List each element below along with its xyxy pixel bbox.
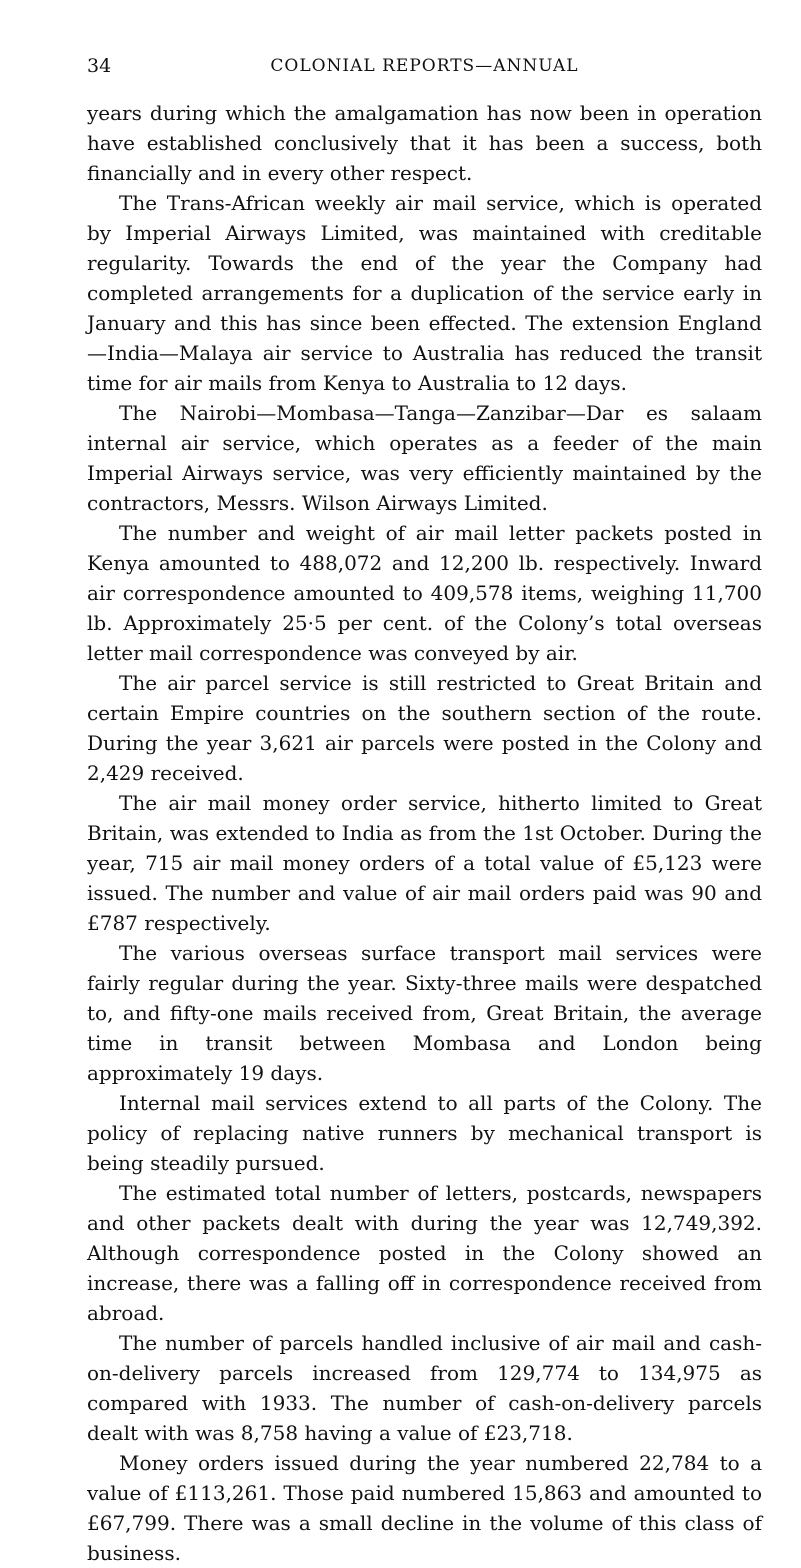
paragraph-air-parcel-service: The air parcel service is still restricted to Great Britain and certain Empire countries on the southern section of the route. During the year 3,621 air parcels were posted in the Colony and 2,429 received.	[87, 671, 762, 785]
page-number: 34	[87, 55, 112, 77]
paragraph-parcels: The number of parcels handled inclusive of air mail and cash-on-delivery parcels increased from 129,774 to 134,975 as compared with 1933. The number of cash-on-delivery parcels dealt with was 8,758 having a value of £23,718.	[87, 1331, 762, 1445]
page-header	[87, 55, 762, 85]
body-text	[87, 98, 762, 1568]
paragraph-air-money-orders: The air mail money order service, hitherto limited to Great Britain, was extended to India as from the 1st October. During the year, 715 air mail money orders of a total value of £5,123 were issued. The number and value of air mail orders paid was 90 and £787 respectively.	[87, 791, 762, 935]
paragraph-surface-mail: The various overseas surface transport mail services were fairly regular during the year. Sixty-three mails were despatched to, and fifty-one mails received from, Great Britain, the average time in transit between Mombasa and London being approximately 19 days.	[87, 941, 762, 1085]
paragraph-internal-air-service: The Nairobi—Mombasa—Tanga—Zanzibar—Dar es salaam internal air service, which operates as a feeder of the main Imperial Airways service, was very efficiently maintained by the contractors, Messrs. Wilson Airways Limited.	[87, 401, 762, 515]
running-head: COLONIAL REPORTS—ANNUAL	[270, 56, 579, 76]
paragraph-money-orders: Money orders issued during the year numbered 22,784 to a value of £113,261. Those paid numbered 15,863 and amounted to £67,799. There was a small decline in the volume of this class of business.	[87, 1451, 762, 1565]
paragraph-air-mail-statistics: The number and weight of air mail letter packets posted in Kenya amounted to 488,072 and 12,200 lb. respectively. Inward air correspondence amounted to 409,578 items, weighing 11,700 lb. Approximately 25·5 per cent. of the Colony’s total overseas letter mail correspondence was conveyed by air.	[87, 521, 762, 665]
paragraph-total-mail-volume: The estimated total number of letters, postcards, newspapers and other packets dealt with during the year was 12,749,392. Although correspondence posted in the Colony showed an increase, there was a falling off in correspondence received from abroad.	[87, 1181, 762, 1325]
paragraph-amalgamation: years during which the amalgamation has now been in operation have established conclusively that it has been a success, both financially and in every other respect.	[87, 101, 762, 185]
paragraph-trans-african-air-mail: The Trans-African weekly air mail service, which is operated by Imperial Airways Limited, was maintained with creditable regularity. Towards the end of the year the Company had completed arrangements for a duplication of the service early in January and this has since been effected. The extension England—India—Malaya air service to Australia has reduced the transit time for air mails from Kenya to Australia to 12 days.	[87, 191, 762, 395]
paragraph-internal-mail: Internal mail services extend to all parts of the Colony. The policy of replacing native runners by mechanical transport is being steadily pursued.	[87, 1091, 762, 1175]
